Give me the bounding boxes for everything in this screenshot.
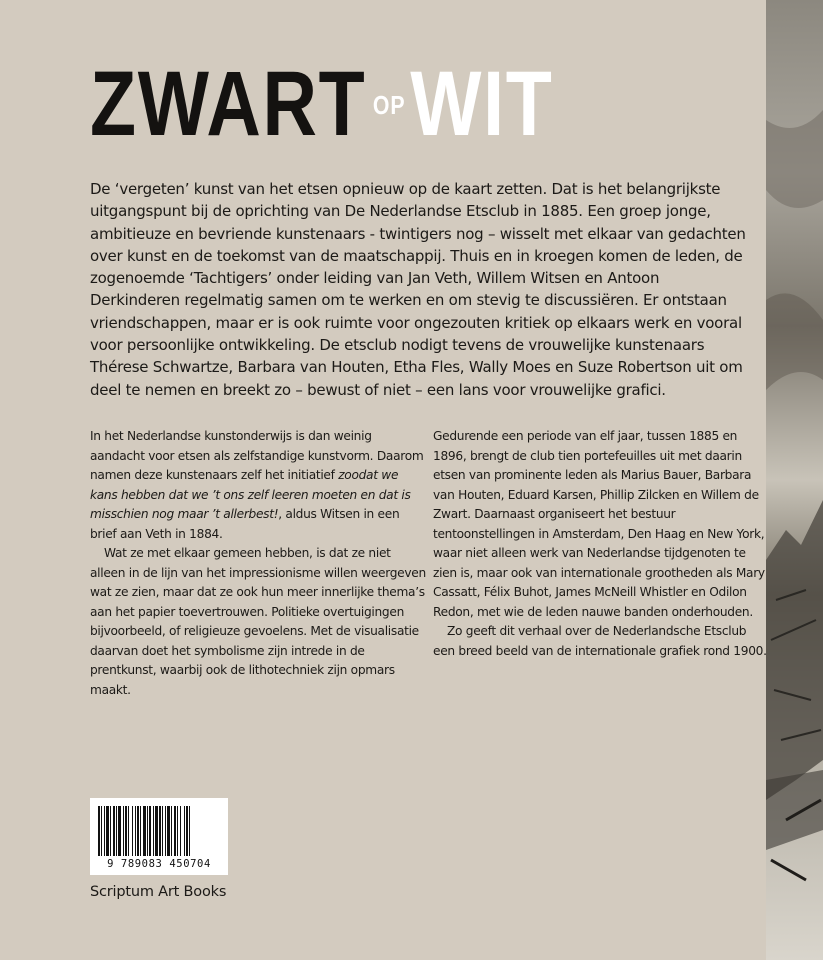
left-p1-text: In het Nederlandse kunstonderwijs is dan weinig aandacht voor etsen als zelfstandige kunstvorm. Daarom namen deze kunstenaars zelf het initiatief (90, 429, 424, 482)
right-paragraph-1: Gedurende een periode van elf jaar, tussen 1885 en 1896, brengt de club tien portefeuilles uit met daarin etsen van prominente leden als Marius Bauer, Barbara van Houten, Eduard Karsen, Phillip Zilcken en Willem de Zwart. Daarnaast organiseert het bestuur tentoonstellingen in Amsterdam, Den Haag en New York, waar niet alleen werk van Nederlandse tijdgenoten te zien is, maar ook van internationale grootheden als Mary Cassatt, Félix Buhot, James McNeill Whistler en Odilon Redon, met wie de leden nauwe banden onderhouden. (433, 429, 765, 619)
book-title (90, 53, 554, 155)
barcode-bars (98, 806, 220, 856)
publisher-name: Scriptum Art Books (90, 884, 227, 900)
right-column (433, 427, 771, 661)
title-wit: WIT (410, 53, 554, 155)
intro-paragraph: De ‘vergeten’ kunst van het etsen opnieuw op de kaart zetten. Dat is het belangrijkste uitgangspunt bij de oprichting van De Nederlandse Etsclub in 1885. Een groep jonge, ambitieuze en bevriende kunstenaars - twintigers nog – wisselt met elkaar van gedachten over kunst en de toekomst van de maatschappij. Thuis en in kroegen komen de leden, de zogenoemde ‘Tachtigers’ onder leiding van Jan Veth, Willem Witsen en Antoon Derkinderen regelmatig samen om te werken en om stevig te discussiëren. Er ontstaan vriendschappen, maar er is ook ruimte voor ongezouten kritiek op elkaars werk en vooral voor persoonlijke ontwikkeling. De etsclub nodigt tevens de vrouwelijke kunstenaars Thérese Schwartze, Barbara van Houten, Etha Fles, Wally Moes en Suze Robertson uit om deel te nemen en breekt zo – bewust of niet – een lans voor vrouwelijke grafici. (90, 180, 746, 399)
isbn-barcode (90, 798, 228, 875)
etching-detail-graphic (766, 0, 823, 960)
left-paragraph-2: Wat ze met elkaar gemeen hebben, is dat ze niet alleen in de lijn van het impressionisme willen weergeven wat ze zien, maar dat ze ook hun meer innerlijke thema’s aan het papier toevertrouwen. Politieke overtuigingen bijvoorbeeld, of religieuze gevoelens. Met de visualisatie daarvan doet het symbolisme zijn intrede in de prentkunst, waarbij ook de lithotechniek zijn opmars maakt. (90, 546, 426, 697)
isbn-number: 9 789083 450704 (107, 858, 211, 870)
intro-paragraph-block (90, 178, 750, 401)
left-column (90, 427, 428, 700)
right-paragraph-2: Zo geeft dit verhaal over de Nederlandsche Etsclub een breed beeld van de internationale grafiek rond 1900. (433, 624, 767, 658)
title-zwart: ZWART (90, 53, 367, 155)
title-op: OP (372, 90, 406, 120)
witsen-quote: zoodat we kans hebben dat we ’t ons zelf leeren moeten en dat is misschien nog maar ’t allerbest! (90, 468, 411, 521)
etching-image-strip (766, 0, 823, 960)
left-p1-attribution: , aldus Witsen in een brief aan Veth in 1884. (90, 507, 400, 541)
left-paragraph-1 (90, 427, 428, 544)
